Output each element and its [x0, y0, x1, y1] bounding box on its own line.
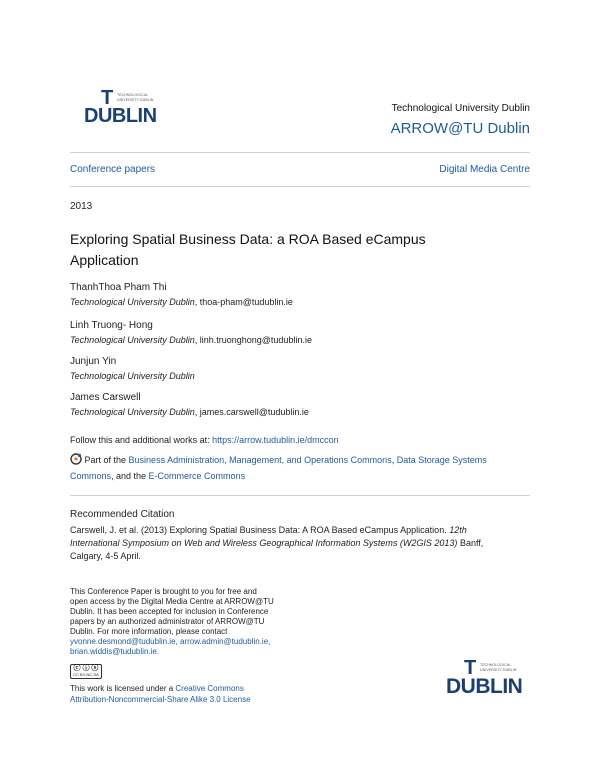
title-line-1: Exploring Spatial Business Data: a ROA Based eCampus [70, 231, 426, 247]
notice-line-4: papers by an authorized administrator of ARROW@TU [70, 617, 265, 626]
e-commerce-commons-link[interactable]: E-Commerce Commons [148, 471, 246, 481]
part-of-prefix: Part of the [84, 455, 129, 465]
logo-dublin: DUBLIN [84, 105, 157, 127]
citation-line-3: Calgary, 4-5 April. [70, 551, 141, 561]
org-name: Technological University Dublin [391, 103, 530, 114]
cc-badge-text: CC BY-NC-SA [73, 672, 99, 677]
divider-citation [70, 495, 530, 496]
author-4-name: James Carswell [70, 392, 141, 403]
author-3-affiliation: Technological University Dublin [70, 371, 195, 381]
notice-block [70, 587, 274, 657]
author-1-name: ThanhThoa Pham Thi [70, 282, 167, 293]
citation-line-1: Carswell, J. et al. (2013) Exploring Spatial Business Data: A ROA Based eCampus Application. [70, 525, 450, 535]
conference-papers-link[interactable]: Conference papers [70, 164, 156, 175]
author-1-affil [70, 296, 293, 308]
author-3-name: Junjun Yin [70, 356, 117, 367]
follow-link[interactable]: https://arrow.tudublin.ie/dmccon [212, 435, 339, 445]
divider-top [70, 152, 530, 153]
author-2-affil [70, 334, 312, 346]
repo-name[interactable]: ARROW@TU Dublin [390, 120, 530, 137]
author-3-affil [70, 370, 195, 382]
citation-heading: Recommended Citation [70, 509, 175, 520]
author-2-email: , linh.truonghong@tudublin.ie [194, 335, 312, 345]
tu-dublin-logo-bottom [446, 657, 536, 704]
author-1-affiliation: Technological University Dublin [70, 297, 195, 307]
data-storage-commons-link-2[interactable]: Commons [70, 471, 112, 481]
notice-line-5: Dublin. For more information, please contact [70, 627, 228, 636]
citation-body [70, 524, 540, 563]
author-2-name: Linh Truong- Hong [70, 320, 153, 331]
follow-line [70, 434, 339, 446]
business-admin-commons-link[interactable]: Business Administration, Management, and Operations Commons [128, 455, 392, 465]
cc-license-badge[interactable]: ⓒ ⓘ ⓢ CC BY-NC-SA [70, 664, 102, 679]
notice-line-1: This Conference Paper is brought to you for free and [70, 587, 257, 596]
logo-t: T [101, 87, 114, 109]
logo-bottom-t: T [464, 657, 477, 679]
logo-small-2: UNIVERSITY DUBLIN [117, 98, 154, 102]
citation-line-2b: Banff, [457, 538, 484, 548]
citation-line-1-it: 12th [449, 525, 467, 535]
data-storage-commons-link[interactable]: Data Storage Systems [396, 455, 487, 465]
part-of-block [70, 452, 540, 484]
author-4-email: , james.carswell@tudublin.ie [194, 407, 309, 417]
tu-dublin-logo [84, 87, 164, 132]
year: 2013 [70, 201, 93, 212]
logo-bottom-small-2: UNIVERSITY DUBLIN [480, 668, 517, 672]
license-block [70, 683, 251, 705]
logo-bottom-dublin: DUBLIN [446, 675, 523, 698]
license-prefix: This work is licensed under a [70, 684, 176, 693]
logo-small-1: TECHNOLOGICAL [117, 93, 149, 97]
author-4-affil [70, 406, 309, 418]
author-1-email: , thoa-pham@tudublin.ie [194, 297, 293, 307]
notice-emails-1[interactable]: yvonne.desmond@tudublin.ie, arrow.admin@tudublin.ie, [70, 637, 271, 646]
license-name-link[interactable]: Attribution-Noncommercial-Share Alike 3.0 License [70, 695, 251, 704]
logo-bottom-small-1: TECHNOLOGICAL [480, 663, 512, 667]
divider-nav [70, 186, 530, 187]
part-of-sep: , [391, 455, 397, 465]
title-line-2: Application [70, 252, 139, 268]
author-2-affiliation: Technological University Dublin [70, 335, 195, 345]
notice-line-3: Dublin. It has been accepted for inclusion in Conference [70, 607, 269, 616]
notice-emails-2[interactable]: brian.widdis@tudublin.ie. [70, 647, 160, 656]
notice-line-2: open access by the Digital Media Centre at ARROW@TU [70, 597, 274, 606]
network-icon [70, 453, 82, 465]
creative-commons-link[interactable]: Creative Commons [175, 684, 244, 693]
author-4-affiliation: Technological University Dublin [70, 407, 195, 417]
follow-text: Follow this and additional works at: [70, 435, 213, 445]
digital-media-centre-link[interactable]: Digital Media Centre [439, 164, 530, 175]
part-of-and: , and the [111, 471, 149, 481]
citation-line-2: International Symposium on Web and Wireless Geographical Information Systems (W2GIS 2013) [70, 538, 458, 548]
